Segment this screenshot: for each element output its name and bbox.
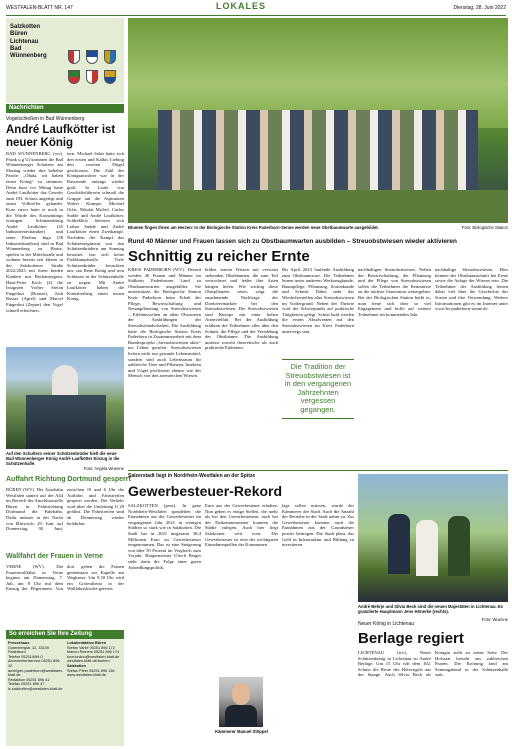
contact-line[interactable]: westfalen-blatt.de/bueren <box>67 659 110 664</box>
article2-pull-quote: Die Tradition der Streuobstwiesen ist in den vergangenen Jahrzehnten vergessen gegangen. <box>282 359 354 419</box>
contact-line: Stefan Vahle 05251 896 172 <box>67 645 115 650</box>
article4-photo-credit: Foto: Wuenne <box>481 617 508 622</box>
article2-headline: Schnittig zu reicher Ernte <box>128 248 310 265</box>
contact-line: Abonnentenservice 05251 896 12 <box>8 659 60 668</box>
section-title: LOKALES <box>216 1 267 11</box>
section-divider <box>128 470 508 471</box>
contact-box <box>6 630 124 746</box>
article2-photo <box>128 18 508 223</box>
place-name: Bad <box>10 45 22 52</box>
contact-left-block <box>6 639 65 694</box>
contact-line: Telefax 05251 896 47 <box>8 682 45 687</box>
contact-line: Telefon 05251/699-0 <box>8 654 43 659</box>
article1-body-col1: BAD WÜNNENBERG (wv). Prunk u.g Ur kommen die Bad Wünnenberger Schützen am Montag wieder ihre beliebte Parole: „Ohala, wir haben einen König“ zu stimmen. Denn kurz vor Mittag hatte André Laufkötter das Gewehr zum 193. Schuss angelegt und einen Volltreffer gelandet. Kurz zuvor hatte er noch in die Würde des Kronzünings errungen. Schützenkönig André Laufkötter (45 Industriemechaniker) und seine Ehefrau Inga (38 Industriekauffrau) sind in Bad Wünnenberg zu Hause, spielen in der Mittelstraße und wohnen bereits seit Jahren in der Salzkottener Straße 2022/2023 mit ihren beiden Kindern mit Bechaustegern. Hans-Peter Koch (2) die Insignien Vorher Stefan Fingerhut (Bronze), Josh Rasser (Apfel) und Marcel Fingerhut (Zepter) den Vogel schnell erleichtert. <box>6 151 63 313</box>
article1-headline: André Laufkötter ist neuer König <box>6 124 116 149</box>
place-name: Salzkotten <box>10 24 41 30</box>
contact-line[interactable]: buerlonlino@westfalen-blatt.de <box>67 654 120 659</box>
crest-icon <box>68 50 80 64</box>
article1-photo-caption: Auf den Schultern seiner Schützenbrüder hielt die neue Bad Wünnenberger König André Laufkötter Einzug in die Schützenhalle. <box>6 451 120 466</box>
article2-body-col1: KREIS PADERBORN (WV). Derzeit werden 40 Frauen und Männer im Südkreis Paderborner Land zu Obstbaumwarten ausgebildet. Sie unterstützen die Biologische Station Kreis Paderborn beim Erhalt der Pflege, Bewirtschaftung und Neuanpflanzung von Streuobstwiesen – Erlebniswelten an alten Obstsorten der Ausbildungen der Streuobstlandschaften. Die Ausbildung hatte die Biologische Station Kreis Paderborn in Zusammenarbeit mit dem Bundesprojekt „Streuobstwiesen aktiv“ ins Leben gerufen. Streuobstwiesen liefern nicht nur gesunde Lebensmittel, sondern sind auch Lebensraum für zahlreiche Tiere und Pflanzen. Insekten und Vögel profitieren ebenso wie der Mensch von den artenreichen Wiesen. <box>128 267 201 379</box>
crest-icon <box>86 70 98 84</box>
article3-body-col3: lage sollen miissen, wurde der Kämmerer der Stadt. Auch die Anzahl der Betriebe in der Stadt nahm zu. Zur Gewerbesteuer konnten auch die Einnahmen aus der Grundsteuer positiv beitragen. Die Stadt plant, das Geld in Infrastruktur und Bildung zu investieren. <box>282 503 354 548</box>
article2-body-col2: bilden seinen Wissen mit verwaist stehenden Obstbäumen, die zum Teil vertrocknet und leider ihre Arten hängen liefen. Wie wichtig diese Obstpflanzen seien, zeigt die zunehmende Nachfrage der Direktvermarkter bei den Streuobstwiesen. Die Streuobstwiesen sind Biotope mit einer hohen Artenvielfalt. Bei der Ausbildung erfahren die Teilnehmer alles über den Schnitt, die Pflege und die Veredelung der Obstbäume. Die Ausbildung umfasst sowohl theoretische als auch praktische Einheiten. <box>205 267 278 351</box>
crest-icon <box>104 70 116 84</box>
contact-line[interactable]: www.westfalen-blatt.de <box>67 673 106 678</box>
contact-line[interactable]: lz.salzkotten@westfalen-blatt.de <box>8 686 63 691</box>
article4-kicker: Neuer König in Lichtenau <box>358 621 415 627</box>
person-photo <box>219 677 263 727</box>
contact-line[interactable]: anzeigen.paderborn@westfalen-blatt.de <box>8 668 63 678</box>
brief1-headline: Auffahrt Richtung Dortmund gesperrt <box>6 476 131 483</box>
article3-body-col1: SALZKOTTEN (pwu). In ganz Nordrhein-Westfalen sprudelten die Einnahmen aus der Gewerbesteuer im vergangenen Jahr 2021 in wenigen Städten so stark wie in Salzkotten. Die Stadt hat in 2021 insgesamt 38,4 Millionen Euro an Gewerbesteuer eingenommen. Das ist eine Steigerung von über 50 Prozent im Vergleich zum Vorjahr. Bürgermeister Ulrich Berger sieht darin die Folge einer guten Ansiedlungspolitik. <box>128 503 201 570</box>
crest-icon <box>86 50 98 64</box>
contact-line: Stefan Pfeer 05251 896 136 <box>67 668 115 673</box>
contact-line: Gutenbergstr. 12, 33100 Paderborn <box>8 645 49 655</box>
contact-box-title: So erreichen Sie Ihre Zeitung <box>6 630 124 639</box>
crest-icon <box>104 50 116 64</box>
place-name: Wünnenberg <box>10 53 47 60</box>
place-name: Büren <box>10 31 28 38</box>
paper-issue: WESTFALEN-BLATT NR. 147 <box>6 5 73 11</box>
article2-kicker <box>128 238 508 245</box>
contact-right-block <box>65 639 124 694</box>
crest-icon <box>68 70 80 84</box>
article1-kicker: Vogelschießen in Bad Wünnenberg <box>6 116 85 122</box>
article1-photo-credit: Foto: Angela Wuenne <box>83 466 124 471</box>
article4-photo <box>358 474 508 602</box>
article1-photo <box>6 347 124 449</box>
contact-line: Lokalredaktion Büren <box>67 641 107 645</box>
section-label: Nachrichten <box>6 104 124 113</box>
person-caption: Kämmerer Manuel Stöppel <box>215 729 268 734</box>
article2-photo-caption: Blumen fingen Ihnen am Herzen: In der Biologische Station Kreis Paderborn-Senne werden neue Obstbaumwarte ausgebildet. <box>128 225 379 230</box>
contact-line: Marion Reiners 05251 896 174 <box>67 650 120 655</box>
article2-kicker-text: Rund 40 Männer und Frauen lassen sich zu Obstbaumwarten ausbilden – Streuobstwiesen wieder aktivieren <box>128 238 457 245</box>
place-name: Lichtenau <box>10 38 39 45</box>
article2-body-col4: nachhaltigen Streuobstwiesen. Neben der Bewirtschaftung, der Pflanzung und der Pflege von Streuobstwiesen sollen die Teilnehmer die Kenntnisse an die nächste Generation weitergeben. Bei der Biologischen Station heißt es, man freue sich über so viel Engagement und hoffe auf weitere Teilnehmer im kommenden Jahr. <box>358 267 431 317</box>
article3-body-col2: Euro aus der Gewerbesteuer erhalten. Nun geben es einige Stellen, die mehr als bei den Gewerbesteuern, auch bei der Einkommensteuer konnten die Städte zulegen. Auch hier liegt Salzkotten weit vorn. Die Gewerbesteuer ist eine der wichtigsten Einnahmequellen der Kommunen. <box>205 503 278 548</box>
article4-body: LICHTENAU (wv). Neuer Schützenkönig in Lichtenau ist André Berlage. Um 15 Uhr ruft dem 102. Schuss die Reste des Holzvogels aus der Stange. Auch Silvia Beck als Königin steht an seiner Seite. Der Hofstaat besteht aus zahlreichen Paaren. Die Krönung fand am Sonntagabend in der Schützenhalle statt. <box>358 650 508 678</box>
contact-line: Pressehaus <box>8 641 30 645</box>
brief2-headline: Wallfahrt der Frauen in Verne <box>6 553 103 560</box>
article3-headline: Gewerbesteuer-Rekord <box>128 483 283 499</box>
article2-body-col5: nachhaltige Streuobstwiesen. Dies können der Obstbaumschnitt bei Ernte sowie die Anlage der Wiesen sein. Die Teilnehmer der Ausbildung lernen dabei viel über die Geschichte der Sorten und ihre Verwendung. Weitere Informationen gibt es im Internet unter www.bs-paderborn-senne.de. <box>435 267 508 312</box>
brief1-text: BÜREN (WV). Die Autobahn Westfalen saniert auf der A44 im Bereich der Anschlussstelle Büren in Fahrtrichtung Dortmund die Fahrbahn. Dafür müssen in der Nacht von Mittwoch, 29. Juni, auf Donnerstag, 30. Juni, zwischen 19 und 6 Uhr die Auffahrt und Fahrstreifen gesperrt werden. Der Verkehr wird über die Umleitung U 29 geführt. Die Fahrstreifen sind ab Donnerstag wieder befahrbar. <box>6 487 124 532</box>
region-box <box>6 18 124 103</box>
article1-body-col2: tern. Michael Sohn hatte sich den ersten und Kalkis Liebing den zweiten Flügel geschossen. Die Zahl der Königsanwärter war in der Rassrunde anfangs wieder groß. In Laufe von Geschäftsführerin schmoß die Gruppe auf die Aspiranten Walter Krampe, Michael Ochs, Nikolai Michel, Carlos Sudde und André Laufkötter. Schließlich lieferten sich Lothar Sudde und André Laufkötter einen Zweikampf. Nachdem der Kampf das Schützenregiment war den Schützenbrüdern am Sonntag bestattet, fast sich keine Fieldkampfstelle. Viele Schützenbrüder besuchten uns, um Reue König und sein Schützen in der Schützenhalle zu tragen. Mit André Laufkötter haben die Kunstfreiberg einen neuen König. <box>67 151 124 302</box>
article4-headline: Berlage regiert <box>358 630 464 647</box>
contact-line: Salzkotten <box>67 663 86 668</box>
article2-photo-credit: Foto: Biologische Station <box>461 225 508 230</box>
contact-line: Redaktion 05251 896 41 <box>8 677 50 682</box>
article3-kicker: Salzerstadt liegt in Nordrhein-Westfalen an der Spitze <box>128 473 256 479</box>
page-header <box>6 1 506 16</box>
issue-date: Dienstag, 28. Juni 2022 <box>453 5 506 11</box>
article2-body-col3: Bis April 2023 laufende Ausbildung zum Obstbaumwart. Die Teilnehmer lernen unter anderem Werkzeugkunde, Baumpflege, Pflanzung, Sortenkunde und Schnitt. Dabei steht das Wiederherstellen alter Streuobstwiesen im Vordergrund. Neben der Theorie wird der Schwerpunkt auf praktische Tätigkeiten gelegt. Schon bald werden die ersten Absolventen auf den Streuobstwiesen im Kreis Paderborn unterwegs sein. <box>282 267 354 334</box>
article4-photo-caption: André Behrje und Silvia Beck sind die neuen Majestäten in Lichtenau. Es gratulierte Hauptmann Jens Hönerke (rechts). <box>358 604 503 614</box>
brief2-text: VERNE (WV). Die Frauenwallfahrt in Verne beginnt am Donnerstag, 7. Juli, um 8 Uhr mit dem Einzug der Pilgerinnen. Von dort gehen die Frauen gemeinsam zur Kapelle am Wegkreuz. Um 9.30 Uhr wird ein Gottesdienst in der Wallfahrtskirche gefeiert. <box>6 564 124 592</box>
